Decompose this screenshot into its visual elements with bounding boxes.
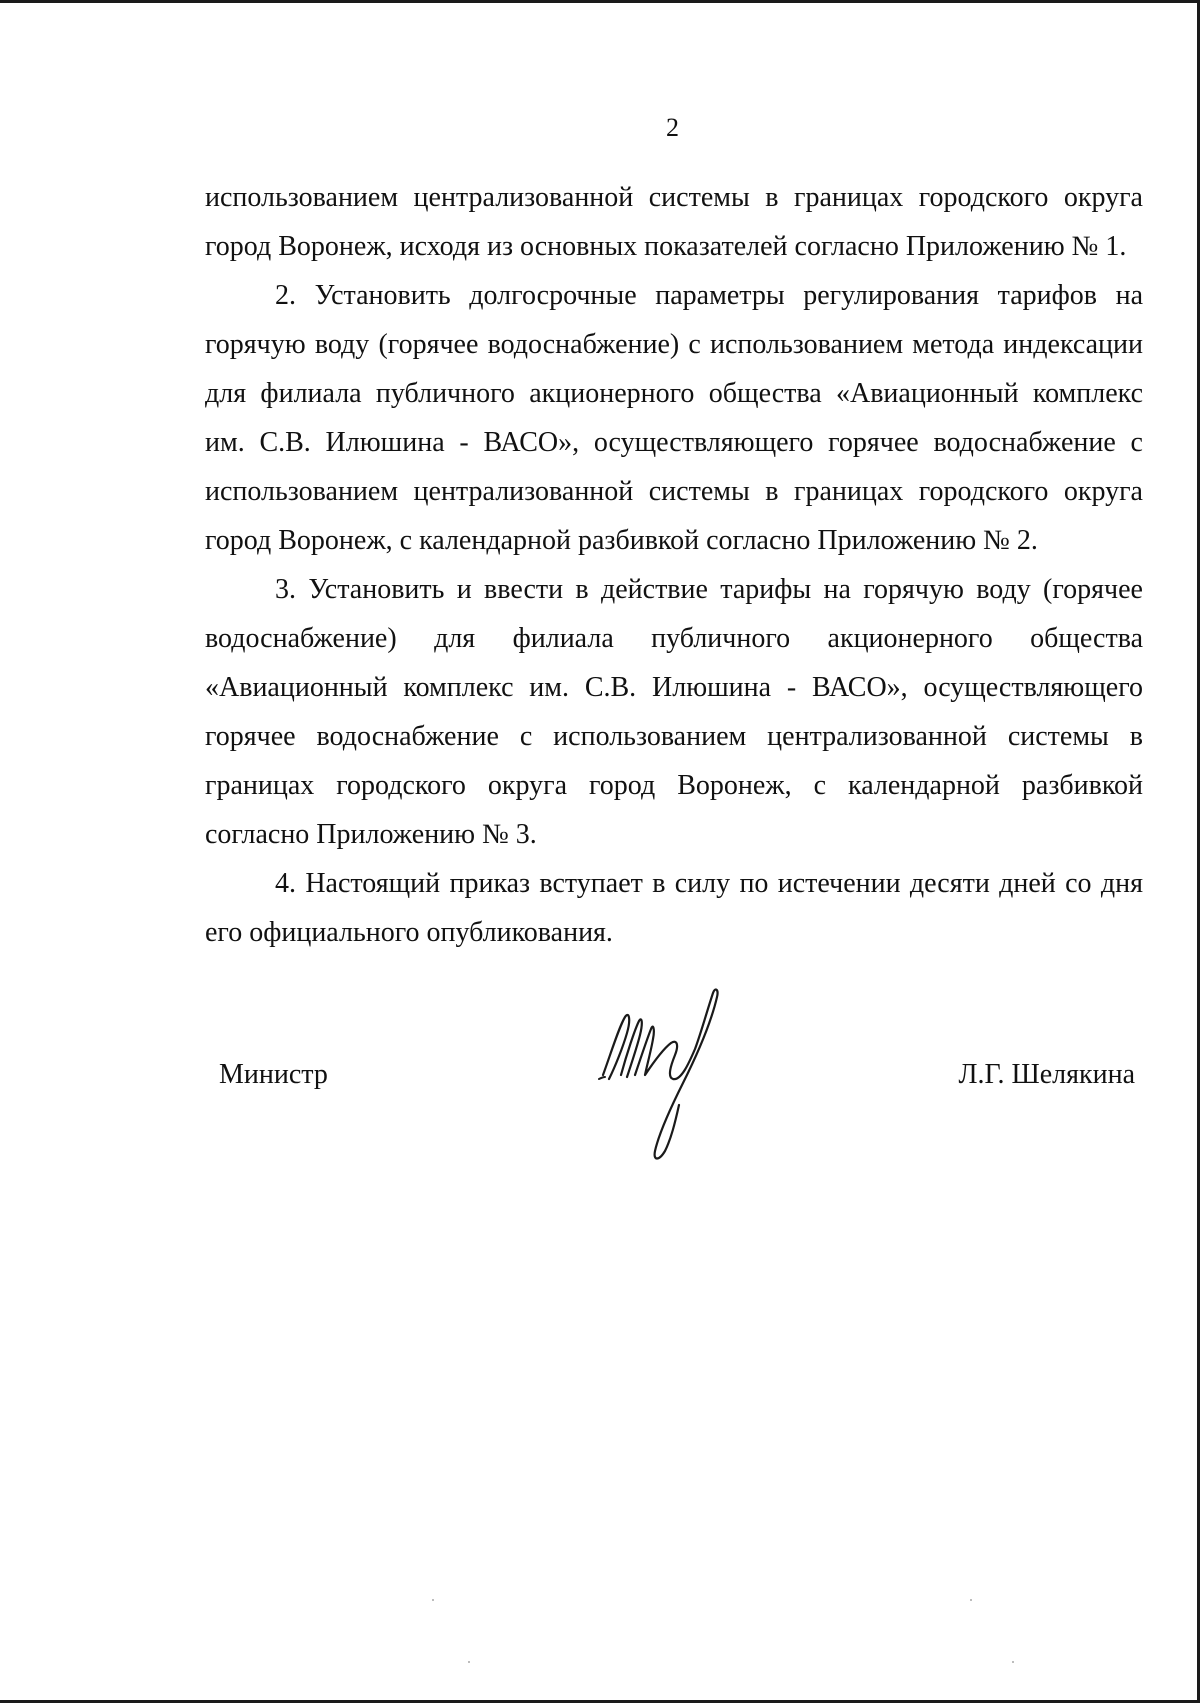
- signatory-name: Л.Г. Шелякина: [958, 1059, 1135, 1090]
- paragraph-2: 2. Установить долгосрочные параметры регулирования тарифов на горячую воду (горячее водоснабжение) с использованием метода индексации для филиала публичного акционерного общества «Авиационный комплекс им. С.В. Илюшина - ВАСО», осуществляющего горячее водоснабжение с использованием централизованной системы в границах городского округа город Воронеж, с календарной разбивкой согласно Приложению № 2.: [205, 280, 1143, 556]
- scan-artifact: [468, 1661, 470, 1663]
- paragraph-3: 3. Установить и ввести в действие тарифы на горячую воду (горячее водоснабжение) для филиала публичного акционерного общества «Авиационный комплекс им. С.В. Илюшина - ВАСО», осуществляющего горячее водоснабжение с использованием централизованной системы в границах городского округа город Воронеж, с календарной разбивкой согласно Приложению № 3.: [205, 574, 1143, 850]
- scan-artifact: [970, 1599, 972, 1601]
- signatory-title: Министр: [219, 1059, 328, 1090]
- signature-block: [205, 983, 1143, 1183]
- paragraph-continuation: использованием централизованной системы в границах городского округа город Воронеж, исходя из основных показателей согласно Приложению № 1.: [205, 182, 1143, 262]
- handwritten-signature: [585, 983, 745, 1163]
- paragraph-4: 4. Настоящий приказ вступает в силу по истечении десяти дней со дня его официального опубликования.: [205, 868, 1143, 948]
- document-body: [205, 173, 1143, 957]
- page-number: 2: [666, 113, 679, 142]
- scan-artifact: [432, 1599, 434, 1601]
- scan-artifact: [1012, 1661, 1014, 1663]
